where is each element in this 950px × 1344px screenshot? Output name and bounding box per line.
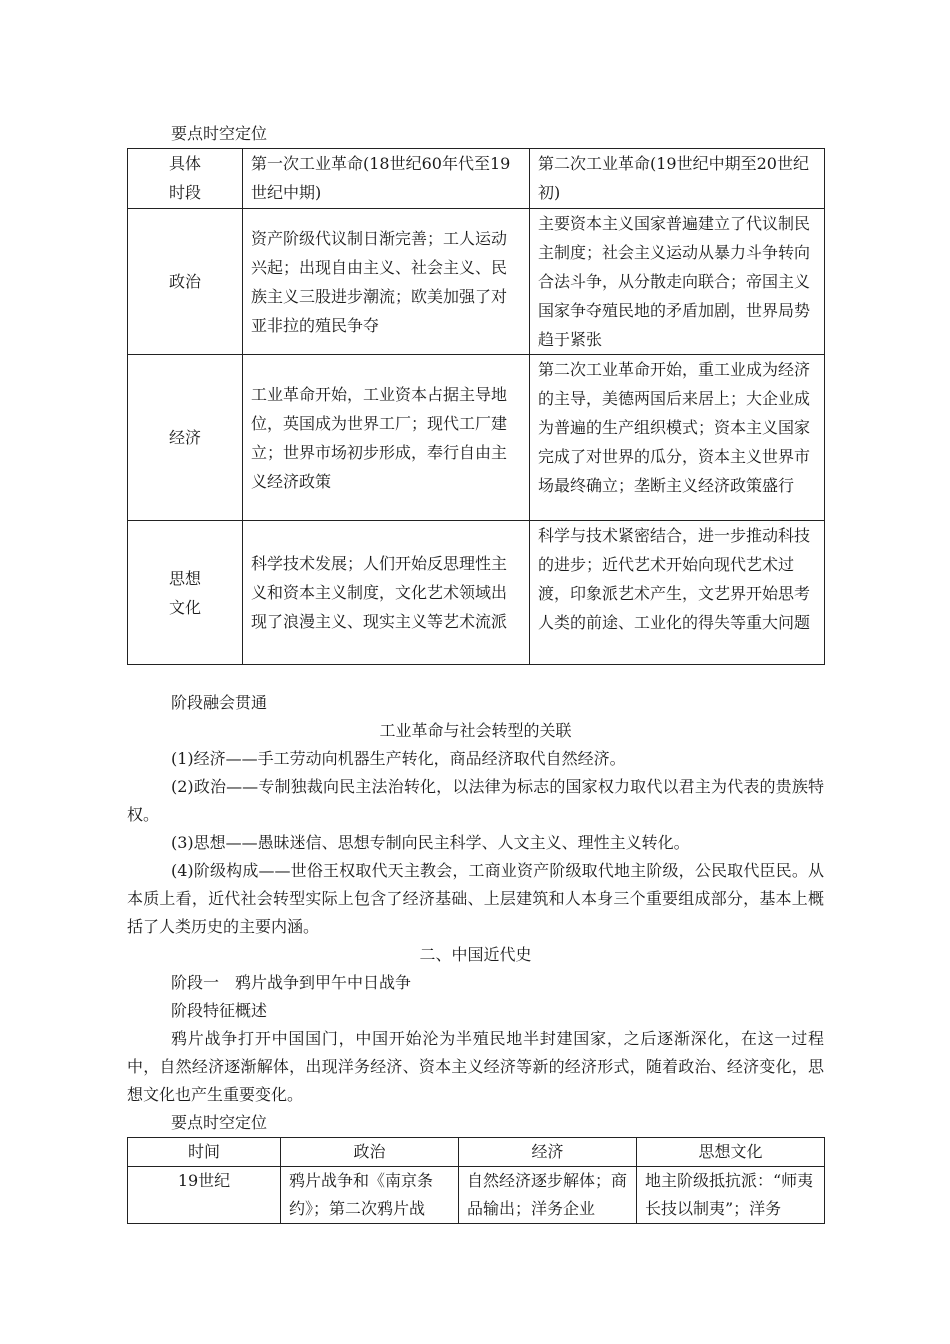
list-item: (1)经济——手工劳动向机器生产转化，商品经济取代自然经济。 — [171, 749, 626, 768]
section-label-china: 要点时空定位 — [171, 1113, 268, 1132]
header-time: 时间 — [128, 1138, 281, 1167]
list-item: (4)阶级构成——世俗王权取代天主教会，工商业资产阶级取代地主阶级，公民取代臣民。从本质上看，近代社会转型实际上包含了经济基础、上层建筑和人本身三个重要组成部分，基本上概括了人类历史的主要内涵。 — [127, 861, 824, 936]
row-label-politics: 政治 — [128, 209, 243, 355]
header-cell-second-revolution: 第二次工业革命(19世纪中期至20世纪初) — [530, 149, 825, 209]
section-title: 工业革命与社会转型的关联 — [379, 721, 572, 740]
cell-economy: 自然经济逐步解体；商品输出；洋务企业 — [459, 1167, 637, 1224]
cell-economy-first: 工业革命开始，工业资本占据主导地位，英国成为世界工厂；现代工厂建立；世界市场初步形成，奉行自由主义经济政策 — [243, 355, 530, 521]
cell-culture-first: 科学技术发展；人们开始反思理性主义和资本主义制度，文化艺术领域出现了浪漫主义、现实主义等艺术流派 — [243, 521, 530, 665]
table-header-row — [128, 1138, 825, 1167]
document-page — [127, 120, 824, 1224]
table-row — [128, 1167, 825, 1224]
cell-culture-second: 科学与技术紧密结合，进一步推动科技的进步；近代艺术开始向现代艺术过渡，印象派艺术产生，文艺界开始思考人类的前途、工业化的得失等重大问题 — [530, 521, 825, 665]
header-label-cell — [128, 149, 243, 209]
section-label: 要点时空定位 — [171, 124, 268, 143]
cell-culture: 地主阶级抵抗派：“师夷长技以制夷”；洋务 — [637, 1167, 825, 1224]
list-item: (3)思想——愚昧迷信、思想专制向民主科学、人文主义、理性主义转化。 — [171, 833, 690, 852]
cell-politics-second: 主要资本主义国家普遍建立了代议制民主制度；社会主义运动从暴力斗争转向合法斗争，从分散走向联合；帝国主义国家争夺殖民地的矛盾加剧，世界局势趋于紧张 — [530, 209, 825, 355]
chapter-heading: 二、中国近代史 — [419, 945, 532, 964]
stage-heading: 阶段一 鸦片战争到甲午中日战争 — [171, 973, 412, 992]
table-header-row — [128, 149, 825, 209]
table-row-politics — [128, 209, 825, 355]
cell-economy-second: 第二次工业革命开始，重工业成为经济的主导，美德两国后来居上；大企业成为普遍的生产组织模式；资本主义国家完成了对世界的瓜分，资本主义世界市场最终确立；垄断主义经济政策盛行 — [530, 355, 825, 521]
table-row-culture — [128, 521, 825, 665]
header-economy: 经济 — [459, 1138, 637, 1167]
section-label-integration: 阶段融会贯通 — [171, 693, 268, 712]
western-history-table — [127, 148, 825, 665]
header-cell-first-revolution: 第一次工业革命(18世纪60年代至19世纪中期) — [243, 149, 530, 209]
china-history-table — [127, 1137, 825, 1224]
cell-politics: 鸦片战争和《南京条约》；第二次鸦片战 — [281, 1167, 459, 1224]
cell-politics-first: 资产阶级代议制日渐完善；工人运动兴起；出现自由主义、社会主义、民族主义三股进步潮流；欧美加强了对亚非拉的殖民争夺 — [243, 209, 530, 355]
header-label-line2: 时段 — [168, 183, 201, 202]
overview-paragraph: 鸦片战争打开中国国门，中国开始沦为半殖民地半封建国家，之后逐渐深化，在这一过程中，自然经济逐渐解体，出现洋务经济、资本主义经济等新的经济形式，随着政治、经济变化，思想文化也产生重要变化。 — [127, 1029, 824, 1104]
row-label-culture-line2: 文化 — [168, 597, 201, 617]
header-culture: 思想文化 — [637, 1138, 825, 1167]
table-row-economy — [128, 355, 825, 521]
header-label-line1: 具体 — [168, 154, 201, 173]
row-label-culture-line1: 思想 — [168, 568, 201, 588]
cell-time: 19世纪 — [128, 1167, 281, 1224]
row-label-economy: 经济 — [128, 355, 243, 521]
row-label-culture-cell — [128, 521, 243, 665]
header-politics: 政治 — [281, 1138, 459, 1167]
list-item: (2)政治——专制独裁向民主法治转化，以法律为标志的国家权力取代以君主为代表的贵族特权。 — [127, 777, 824, 824]
overview-label: 阶段特征概述 — [171, 1001, 268, 1020]
